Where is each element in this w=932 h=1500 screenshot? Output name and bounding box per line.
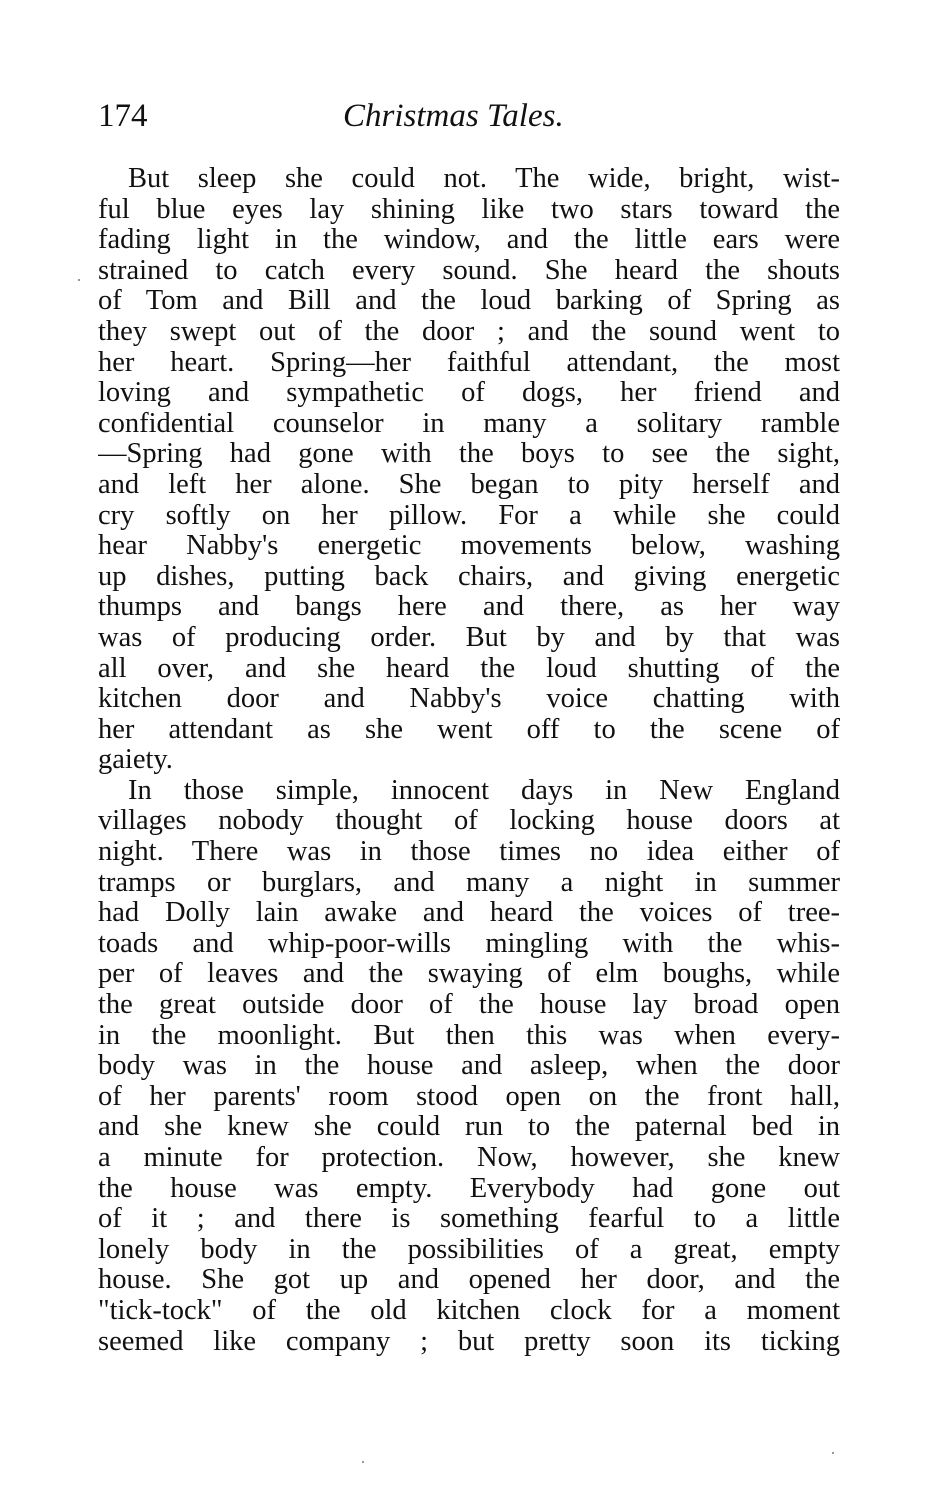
scan-speck bbox=[78, 279, 80, 281]
text-line: a minute for protection. Now, however, she knew bbox=[98, 1143, 840, 1173]
text-line: cry softly on her pillow. For a while she could bbox=[98, 500, 840, 531]
text-line: kitchen door and Nabby's voice chatting with bbox=[98, 684, 840, 715]
text-line: house. She got up and opened her door, and the bbox=[98, 1265, 840, 1296]
text-line: loving and sympathetic of dogs, her friend and bbox=[98, 378, 840, 409]
text-line: night. There was in those times no idea either of bbox=[98, 837, 840, 868]
scan-speck bbox=[832, 1452, 834, 1454]
text-line: the house was empty. Everybody had gone out bbox=[98, 1173, 840, 1204]
text-line: villages nobody thought of locking house doors at bbox=[98, 806, 840, 837]
text-line: of her parents' room stood open on the front hall, bbox=[98, 1081, 840, 1112]
text-line: up dishes, putting back chairs, and giving energetic bbox=[98, 561, 840, 592]
text-line: all over, and she heard the loud shutting of the bbox=[98, 653, 840, 684]
text-line: body was in the house and asleep, when the door bbox=[98, 1051, 840, 1082]
text-line: hear Nabby's energetic movements below, washing bbox=[98, 531, 840, 562]
text-line: But sleep she could not. The wide, bright, wist- bbox=[128, 164, 840, 194]
text-line: gaiety. bbox=[98, 745, 173, 776]
text-line: her heart. Spring—her faithful attendant, the most bbox=[98, 347, 840, 378]
text-line: seemed like company ; but pretty soon its ticking bbox=[98, 1326, 840, 1357]
text-line: confidential counselor in many a solitary ramble bbox=[98, 408, 840, 439]
running-title: Christmas Tales. bbox=[343, 98, 564, 134]
body-text bbox=[98, 164, 840, 1357]
text-line: In those simple, innocent days in New England bbox=[128, 775, 840, 806]
text-line: fading light in the window, and the little ears were bbox=[98, 225, 840, 256]
text-line: they swept out of the door ; and the sound went to bbox=[98, 316, 840, 347]
page-header bbox=[98, 92, 840, 140]
text-line: toads and whip-poor-wills mingling with the whis- bbox=[98, 928, 840, 959]
text-line: "tick-tock" of the old kitchen clock for a moment bbox=[98, 1295, 840, 1326]
scan-speck bbox=[362, 1461, 364, 1463]
text-line: tramps or burglars, and many a night in summer bbox=[98, 867, 840, 898]
text-line: thumps and bangs here and there, as her way bbox=[98, 592, 840, 623]
text-line: and left her alone. She began to pity herself and bbox=[98, 469, 840, 500]
page-number: 174 bbox=[98, 98, 148, 134]
text-line: ful blue eyes lay shining like two stars toward the bbox=[98, 194, 840, 225]
text-line: and she knew she could run to the paternal bed in bbox=[98, 1112, 840, 1143]
text-line: —Spring had gone with the boys to see the sight, bbox=[98, 439, 840, 470]
text-line: strained to catch every sound. She heard the shouts bbox=[98, 255, 840, 286]
text-line: the great outside door of the house lay broad open bbox=[98, 990, 840, 1021]
text-line: per of leaves and the swaying of elm boughs, while bbox=[98, 959, 840, 990]
text-line: of it ; and there is something fearful to a little bbox=[98, 1204, 840, 1235]
text-line: her attendant as she went off to the scene of bbox=[98, 714, 840, 745]
text-line: was of producing order. But by and by that was bbox=[98, 622, 840, 653]
text-line: had Dolly lain awake and heard the voices of tree- bbox=[98, 898, 840, 929]
text-line: in the moonlight. But then this was when every- bbox=[98, 1020, 840, 1051]
text-line: lonely body in the possibilities of a great, empty bbox=[98, 1234, 840, 1265]
text-line: of Tom and Bill and the loud barking of Spring as bbox=[98, 286, 840, 317]
